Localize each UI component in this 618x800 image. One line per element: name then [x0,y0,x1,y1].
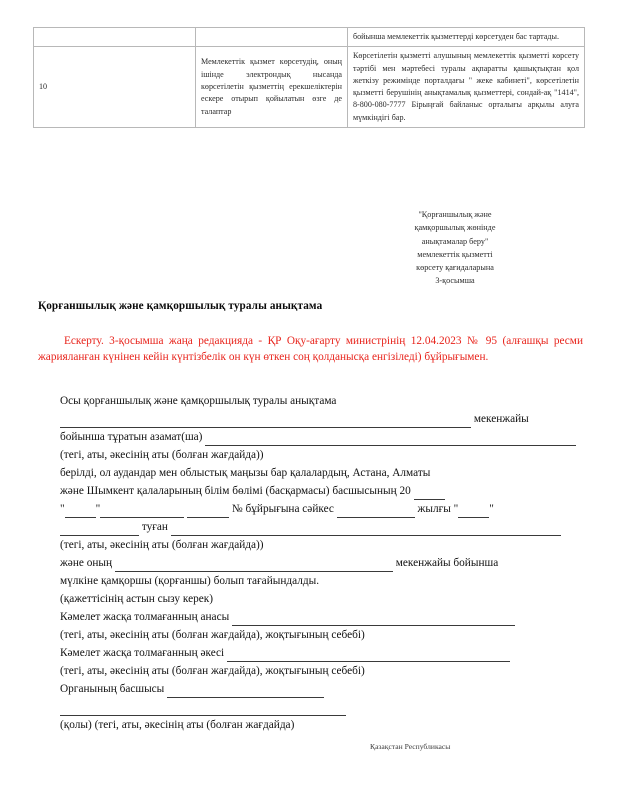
table-cell-description: бойынша мемлекеттік қызметтерді көрсетуден бас тартады. [348,28,585,47]
form-body [60,392,585,734]
form-line-9 [60,536,585,554]
form-line-8 [60,518,585,536]
form-line-1-text: Осы қорғаншылық және қамқоршылық туралы анықтама [60,395,337,407]
appendix-line-4: мемлекеттік қызметті [417,249,493,259]
appendix-line-6: 3-қосымша [435,276,475,286]
table-row [34,47,585,128]
form-line-18 [60,716,585,734]
appendix-line-1: "Қорғаншылық және [418,210,492,219]
form-line-5 [60,464,585,482]
form-line-16-text: (тегі, аты, әкесінің аты (болған жағдайда), жоқтығының себебі) [60,665,365,677]
appendix-line-2: қамқоршылық жөнінде [414,223,496,233]
form-line-16 [60,662,585,680]
form-line-signature-rule [60,698,585,716]
head-of-body-blank[interactable] [167,684,324,698]
address-blank[interactable] [60,414,471,428]
form-line-17 [60,680,585,698]
mother-name-blank[interactable] [232,612,515,626]
birth-day-blank[interactable] [458,504,489,518]
form-line-6 [60,482,585,500]
form-line-13-prefix: Кәмелет жасқа толмағанның анасы [60,611,230,623]
form-line-17-prefix: Органының басшысы [60,683,165,695]
form-line-7-year: жылғы [417,503,451,515]
form-line-3-prefix: бойынша тұратын азамат(ша) [60,431,203,443]
table-row [34,28,585,47]
amendment-note [38,333,583,365]
appendix-caption [355,208,555,288]
ward-name-blank[interactable] [171,522,561,536]
appendix-line-3: анықтамалар беру" [421,236,489,246]
requirements-table [33,27,585,128]
order-number-blank[interactable] [187,504,229,518]
form-line-7 [60,500,585,518]
signature-blank[interactable] [60,702,346,716]
property-address-blank[interactable] [115,558,393,572]
form-line-15 [60,644,585,662]
birth-year-blank[interactable] [337,504,415,518]
footer-text: Қазақстан Республикасы [370,742,451,751]
table-cell-description: Көрсетілетін қызметті алушының мемлекеттік қызметті көрсету тәртібі мен мәртебесі туралы ақпаратты қашықтықтан қол жеткізу режимінде порталдағы " жеке кабинеті", көрсетілетін қызметті берушінің анықтамалық қызметтері, сондай-ақ "1414", 8-800-080-7777 Бірыңғай байланыс орталығы арқылы алуға мүмкіндігі бар. [348,47,585,128]
quote-close-2: " [489,503,494,515]
form-line-9-text: (тегі, аты, әкесінің аты (болған жағдайда)) [60,539,264,551]
form-line-8-mid: туған [141,521,168,533]
form-line-11 [60,572,585,590]
form-line-4-text: (тегі, аты, әкесінің аты (болған жағдайда)) [60,449,264,461]
form-line-10-prefix: және оның [60,557,113,569]
form-line-1 [60,392,585,410]
quote-open-1: " [60,503,65,515]
birth-month-blank[interactable] [60,522,139,536]
form-line-10-suffix: мекенжайы бойынша [395,557,499,569]
form-line-14 [60,626,585,644]
form-line-6-prefix: және Шымкент қалаларының білім бөлімі (басқармасы) басшысының 20 [60,485,411,497]
form-line-5-text: берілді, ол аудандар мен облыстық маңызы бар қалалардың, Астана, Алматы [60,467,431,479]
quote-open-2: " [453,503,459,515]
form-line-15-prefix: Кәмелет жасқа толмағанның әкесі [60,647,225,659]
table-cell-requirement: Мемлекеттік қызмет көрсетудің, оның ішінде электрондық нысанда көрсетілетін қызметтің ерекшеліктерін ескере отырып қойылатын өзге де талаптар [196,47,348,128]
form-line-10 [60,554,585,572]
table-cell-number [34,28,196,47]
table-cell-number: 10 [34,47,196,128]
form-line-12-text: (қажеттісінің астын сызу керек) [60,593,214,605]
form-line-2-suffix: мекенжайы [473,413,529,425]
form-line-2 [60,410,585,428]
year-blank[interactable] [414,486,445,500]
table-cell-requirement [196,28,348,47]
month-blank[interactable] [100,504,184,518]
form-line-12 [60,590,585,608]
form-line-14-text: (тегі, аты, әкесінің аты (болған жағдайда), жоқтығының себебі) [60,629,365,641]
form-line-7-mid: № бұйрығына сәйкес [231,503,334,515]
form-line-3 [60,428,585,446]
quote-close-1: " [95,503,101,515]
form-line-18-text: (қолы) (тегі, аты, әкесінің аты (болған жағдайда) [60,719,295,731]
day-blank[interactable] [65,504,96,518]
note-text: Ескерту. 3-қосымша жаңа редакцияда - ҚР Оқу-ағарту министрінің 12.04.2023 № 95 (алғашқы ресми жарияланған күнінен кейін күнтізбелік он күн өткен соң қолданысқа енгізіледі) бұйрығымен. [38,335,583,364]
form-line-13 [60,608,585,626]
page-title: Қорғаншылық және қамқоршылық туралы анықтама [38,300,323,312]
father-name-blank[interactable] [227,648,510,662]
appendix-line-5: көрсету қағидаларына [416,263,494,273]
form-line-4 [60,446,585,464]
form-line-11-text: мүлкіне қамқоршы (қорғаншы) болып тағайындалды. [60,575,320,587]
citizen-name-blank[interactable] [205,432,576,446]
